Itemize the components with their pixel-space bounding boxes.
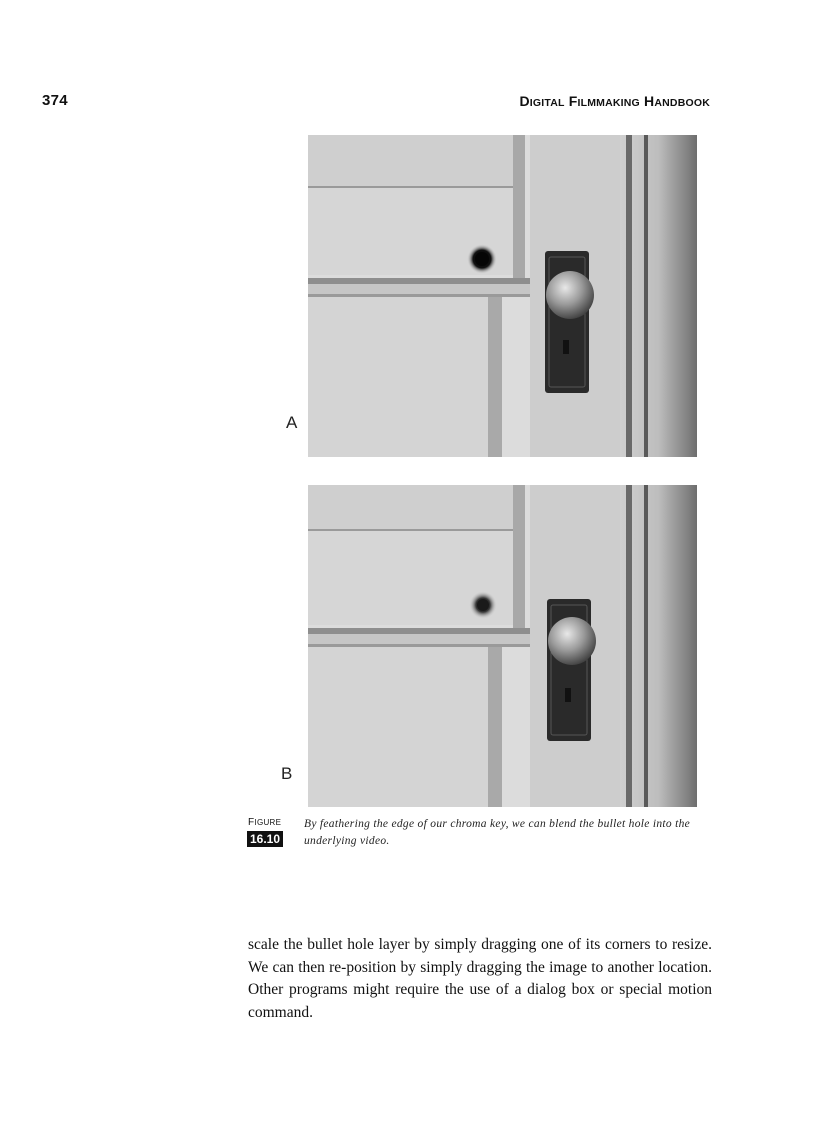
running-head [519,93,710,109]
figure-number-badge: 16.10 [247,831,283,847]
figure-photo-b [308,485,697,807]
running-head-word-3: HANDBOOK [644,93,710,109]
figure-photo-a [308,135,697,457]
figure-caption: By feathering the edge of our chroma key, we can blend the bullet hole into the underlying video. [304,818,691,847]
body-paragraph: scale the bullet hole layer by simply dragging one of its corners to resize. We can then re-position by simply dragging the image to another location. Other programs might require the use of a dialog box or special motion command. [248,936,712,1021]
panel-label-a: A [286,413,298,432]
door-photo-a-illustration [308,135,697,457]
door-photo-b-illustration [308,485,697,807]
panel-label-b: B [281,764,293,783]
running-head-word-1: DIGITAL [519,93,565,109]
running-head-word-2: FILMMAKING [568,93,640,109]
page-number: 374 [42,92,68,109]
figure-label: FIGURE [248,817,282,828]
